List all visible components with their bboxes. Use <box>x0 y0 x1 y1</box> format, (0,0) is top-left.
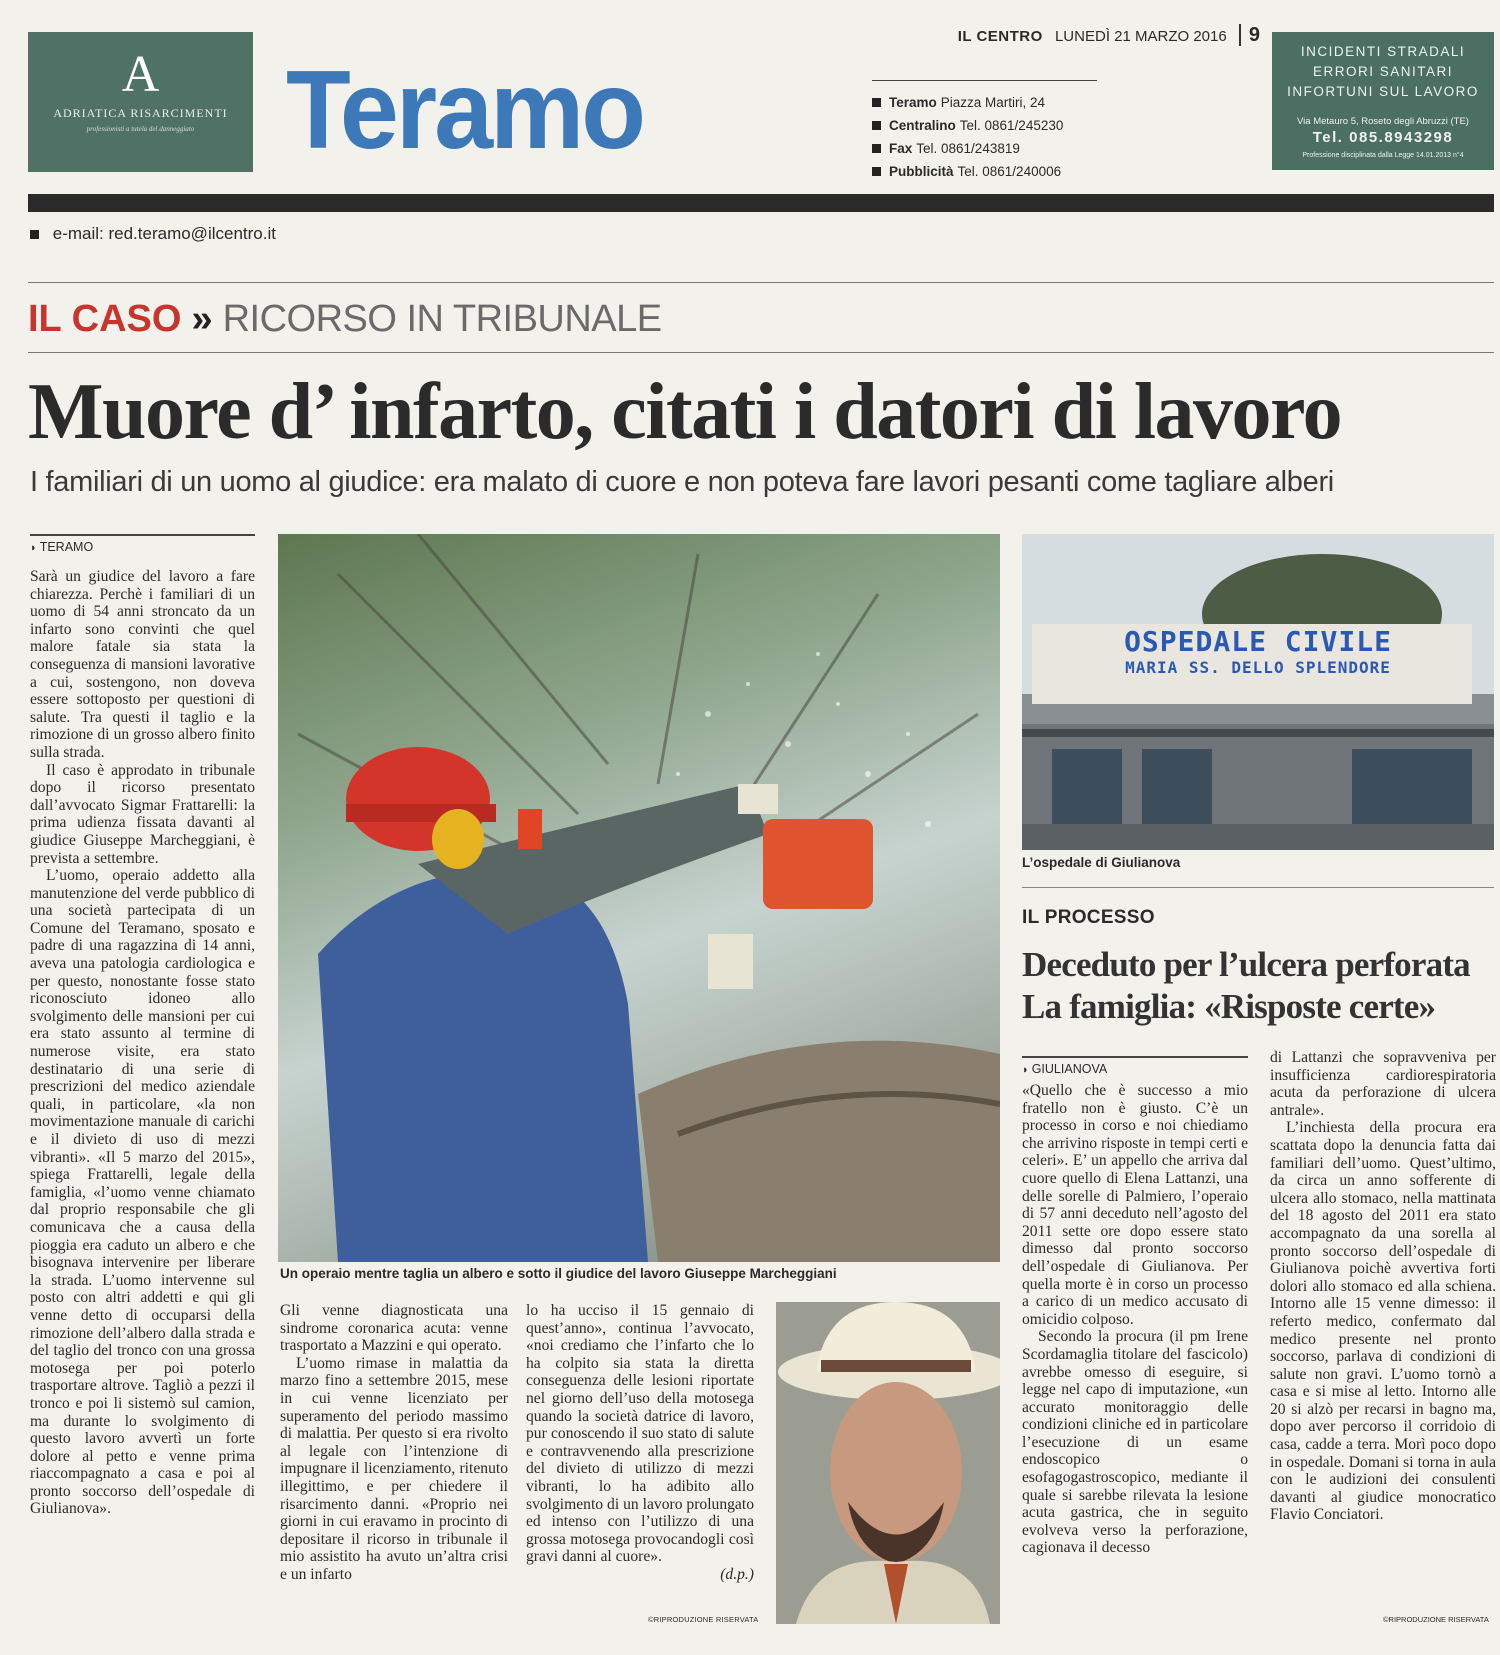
advertisement-adriatica-risarcimenti <box>28 32 253 172</box>
author-signature: (d.p.) <box>720 1565 754 1583</box>
kicker-topic: RICORSO IN TRIBUNALE <box>222 298 662 340</box>
judge-portrait-photo <box>776 1302 1000 1624</box>
article-kicker <box>28 297 662 341</box>
contact-row: Pubblicità Tel. 0861/240006 <box>872 160 1097 183</box>
paper-name: IL CENTRO <box>957 28 1043 45</box>
side-article-kicker: IL PROCESSO <box>1022 907 1155 928</box>
email-line <box>30 224 276 244</box>
divider <box>28 352 1494 353</box>
issue-date: LUNEDÌ 21 MARZO 2016 <box>1054 28 1227 45</box>
ad-address: Via Metauro 5, Roseto degli Abruzzi (TE) <box>1297 116 1469 127</box>
side-article-dateline: ◗ GIULIANOVA <box>1022 1056 1248 1076</box>
side-article-headline <box>1022 944 1500 1028</box>
paragraph: L’uomo, operaio addetto alla manutenzione del verde pubblico di una società partecipata di un Comune del Teramano, sposato e padre di una ragazzina di 14 anni, aveva una patologia cardiologica e per questo, nonostante fosse stato riconosciuto idoneo allo svolgimento delle mansioni per cui era stato assunto al termine di numerose visite, era stato destinatario di una serie di prescrizioni del medico aziendale quali, in particolare, «la non movimentazione manuale di carichi e il divieto di uso di mezzi vibranti». «Il 5 marzo del 2015», spiega Frattarelli, legale della famiglia, «l’uomo venne chiamato dal proprio responsabile che gli comunicava che a causa della pioggia era caduto un albero e che bisognava intervenire per liberare la strada. L’uomo intervenne sul posto con altri addetti e qui gli venne detto di occuparsi della rimozione dell’albero dalla strada e del taglio del tronco con una grossa motosega per poi poterlo trasportare altrove. Tagliò a pezzi il tronco e poi li sistemò sul camion, ma durante lo svolgimento di questo lavoro avvertì un forte dolore al petto e venne prima riaccompagnato a casa e poi al pronto soccorso dell’ospedale di Giulianova». <box>30 867 255 1518</box>
paragraph: Secondo la procura (il pm Irene Scordamaglia titolare del fascicolo) avrebbe omesso di eseguire, si legge nel capo di imputazione, «un accurato monitoraggio delle condizioni cliniche ed in particolare l’esecuzione di un esame endoscopico o esofagogastroscopico, mediante il quale si sarebbe rilevata la lesione acuta gastrica, che in seguito evolveva verso la perforazione, cagionava il decesso <box>1022 1328 1248 1557</box>
header-divider <box>28 194 1494 212</box>
paragraph: Gli venne diagnosticata una sindrome coronarica acuta: venne trasportato a Mazzini e qui operato. <box>280 1302 508 1355</box>
ad-line: INCIDENTI STRADALI <box>1300 44 1466 59</box>
article-column-1 <box>30 568 255 1618</box>
headline-line: Deceduto per l’ulcera perforata <box>1022 945 1470 984</box>
hospital-sign-main: OSPEDALE CIVILE <box>1124 625 1392 658</box>
headline-line: La famiglia: «Risposte certe» <box>1022 987 1436 1026</box>
chainsaw-worker-illustration <box>278 534 1000 1262</box>
side-article-column-1 <box>1022 1082 1248 1622</box>
email-address: red.teramo@ilcentro.it <box>108 224 276 243</box>
paragraph: lo ha ucciso il 15 gennaio di quest’anno», continua l’avvocato, «noi crediamo che l’infarto che lo ha colpito sia stata la diretta conseguenza delle lesioni riportate nel giorno dell’uso della motosega quando la società datrice di lavoro, pur conoscendo il suo stato di salute e contravvenendo alla prescrizione del divieto di utilizzo di mezzi vibranti, lo ha adibito allo svolgimento di un lavoro prolungato ed intenso con l’utilizzo di una grossa motosega provocandogli così gravi danni al cuore». <box>526 1302 754 1566</box>
side-article-column-2 <box>1270 1049 1496 1617</box>
paragraph: di Lattanzi che sopravveniva per insufficienza cardiorespiratoria acuta da perforazione di ulcera antrale». <box>1270 1049 1496 1119</box>
page-number: 9 <box>1239 24 1260 46</box>
advertisement-legal-services <box>1272 32 1494 170</box>
lumberjack-photo <box>278 534 1000 1262</box>
ad-line: ERRORI SANITARI <box>1312 64 1453 79</box>
copyright-notice: ©RIPRODUZIONE RISERVATA <box>648 1615 759 1624</box>
ad-fine-print: Professione disciplinata dalla Legge 14.01.2013 n°4 <box>1302 152 1464 159</box>
photo-caption: L’ospedale di Giulianova <box>1022 855 1181 870</box>
email-label: e-mail: <box>52 224 104 243</box>
ad-logo-icon: A <box>121 46 160 103</box>
article-column-3 <box>526 1302 754 1622</box>
paper-date-line <box>958 24 1260 47</box>
ad-line: INFORTUNI SUL LAVORO <box>1287 84 1479 99</box>
ad-phone: Tel. 085.8943298 <box>1312 129 1454 146</box>
divider <box>28 282 1494 283</box>
hospital-photo <box>1022 534 1494 850</box>
kicker-arrow-icon: » <box>191 298 213 340</box>
ad-tagline: professionisti a tutela del danneggiato <box>86 125 195 133</box>
article-headline: Muore d’ infarto, citati i datori di lavoro <box>28 368 1342 456</box>
article-column-2 <box>280 1302 508 1622</box>
hospital-sign-sub: MARIA SS. DELLO SPLENDORE <box>1125 658 1391 677</box>
paragraph: Sarà un giudice del lavoro a fare chiarezza. Perchè i familiari di un uomo di 54 anni stroncato da un infarto sono convinti che quel malore fatale sia stata la conseguenza di mansioni lavorative a cui, sostengono, non doveva essere sottoposto per questioni di salute. Tra questi il taglio e la rimozione di un grosso albero finito sulla strada. <box>30 568 255 761</box>
section-title: Teramo <box>286 48 644 172</box>
contact-row: Teramo Piazza Martiri, 24 <box>872 91 1097 114</box>
hospital-building-illustration <box>1022 534 1494 850</box>
article-subhead: I familiari di un uomo al giudice: era malato di cuore e non poteva fare lavori pesanti come tagliare alberi <box>30 466 1334 498</box>
divider <box>1022 887 1494 888</box>
paragraph: L’inchiesta della procura era scattata dopo la denuncia fatta dai familiari dell’uomo. Quest’ultimo, da circa un anno sofferente di ulcera allo stomaco, nella mattinata del 18 agosto del 2011 era stato accompagnato da una sorella al pronto soccorso dell’ospedale di Giulianova poichè avvertiva forti dolori allo stomaco ed alla schiena. Intorno alle 15 venne dimesso: il referto medico, confermato dal medico presente nel pronto soccorso, parlava di condizioni di salute non gravi. L’uomo tornò a casa e si mise al letto. Intorno alle 20 si alzò per recarsi in bagno ma, dopo aver percorso il corridoio di casa, cadde a terra. Morì poco dopo in ospedale. Domani si torna in aula con le audizioni dei consulenti davanti al giudice monocratico Flavio Conciatori. <box>1270 1119 1496 1524</box>
contacts-block <box>872 80 1097 183</box>
paragraph: L’uomo rimase in malattia da marzo fino a settembre 2015, mese in cui venne licenziato per superamento del periodo massimo di malattia. Per questo si era rivolto al legale con l’intenzione di impugnare il licenziamento, ritenuto illegittimo, e per chiedere il risarcimento danni. «Proprio nei giorni in cui eravamo in procinto di depositare il ricorso in tribunale il mio assistito ha avuto un’altra crisi e un infarto <box>280 1354 508 1583</box>
copyright-notice: ©RIPRODUZIONE RISERVATA <box>1383 1615 1489 1624</box>
paragraph: Il caso è approdato in tribunale dopo il ricorso presentato dall’avvocato Sigmar Frattarelli: la prima udienza fissata davanti al giudice Giuseppe Marcheggiani, è prevista a settembre. <box>30 761 255 867</box>
judge-portrait-illustration <box>776 1302 1000 1624</box>
kicker-label: IL CASO <box>28 298 182 340</box>
ad-brand-name: ADRIATICA RISARCIMENTI <box>53 106 228 120</box>
photo-caption: Un operaio mentre taglia un albero e sotto il giudice del lavoro Giuseppe Marcheggiani <box>280 1266 837 1281</box>
contact-row: Centralino Tel. 0861/245230 <box>872 114 1097 137</box>
contact-row: Fax Tel. 0861/243819 <box>872 137 1097 160</box>
article-dateline: ◗ TERAMO <box>30 534 255 554</box>
paragraph: «Quello che è successo a mio fratello non è giusto. C’è un processo in corso e noi chiediamo che arrivino risposte in tempi certi e celeri». E’ un appello che arriva dal cuore quello di Elena Lattanzi, una delle sorelle di Palmiero, l’operaio di 57 anni deceduto nell’agosto del 2011 sette ore dopo essere stato dimesso dal pronto soccorso dell’ospedale di Giulianova. Per quella morte è in corso un processo a carico di un medico accusato di omicidio colposo. <box>1022 1082 1248 1328</box>
